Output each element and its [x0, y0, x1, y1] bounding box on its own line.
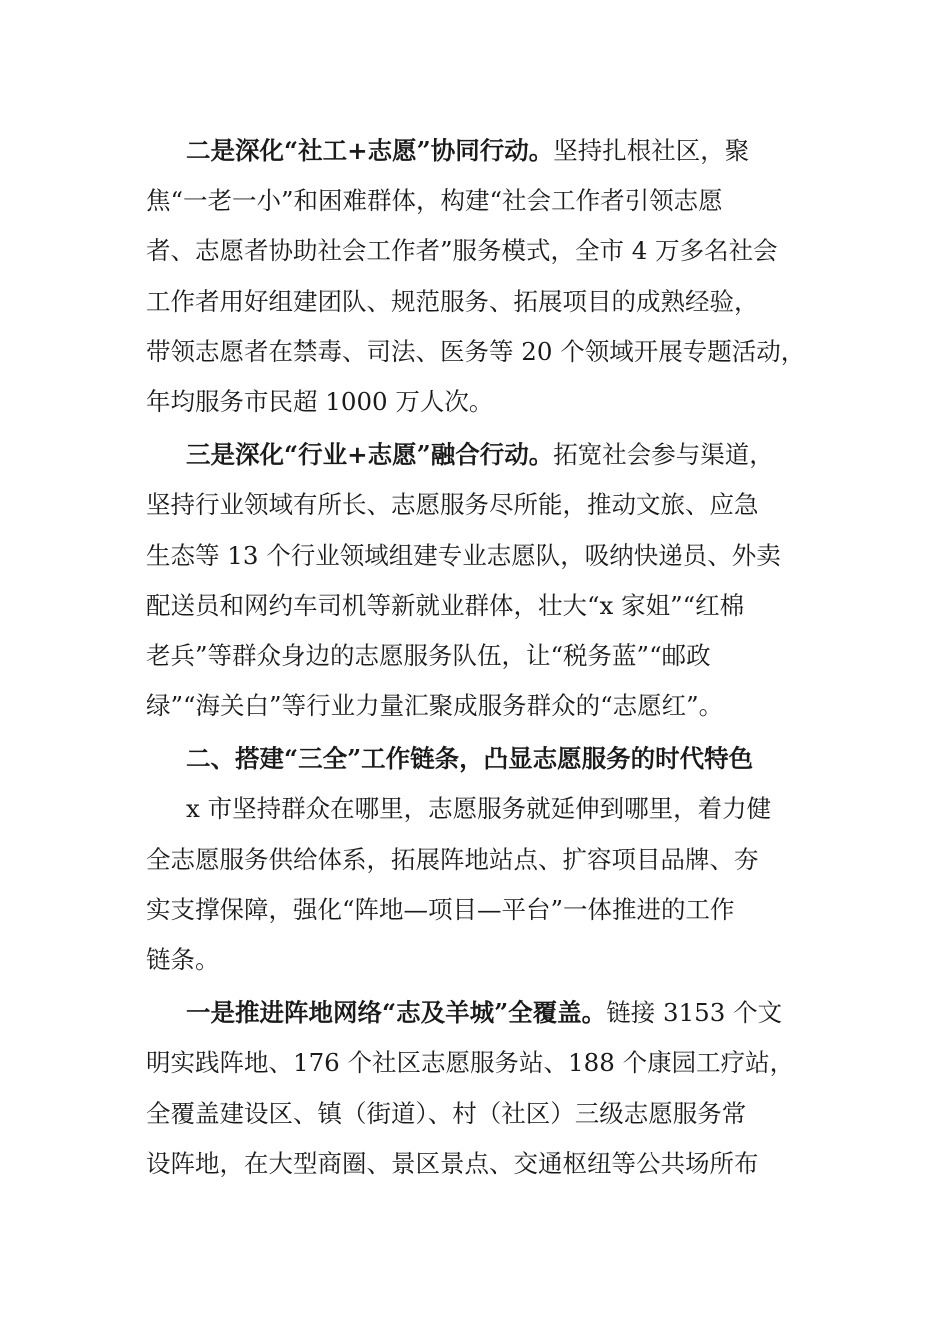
text-line: 工作者用好组建团队、规范服务、拓展项目的成熟经验， [146, 286, 759, 316]
paragraph-industry-volunteer [146, 430, 826, 731]
text-line: 生态等 13 个行业领域组建专业志愿队，吸纳快递员、外卖 [146, 540, 781, 570]
text-line: 设阵地，在大型商圈、景区景点、交通枢纽等公共场所布 [146, 1148, 759, 1178]
paragraph-city-overview [146, 784, 826, 985]
text-line: 老兵”等群众身边的志愿服务队伍，让“税务蓝”“邮政 [146, 640, 711, 670]
paragraph-lead: 三是深化“行业+志愿”融合行动。 [186, 440, 554, 470]
text-line: 全覆盖建设区、镇（街道）、村（社区）三级志愿服务常 [146, 1098, 747, 1128]
text-line: 带领志愿者在禁毒、司法、医务等 20 个领域开展专题活动， [146, 336, 806, 366]
paragraph-social-work-volunteer [146, 126, 826, 427]
paragraph-network-coverage [146, 988, 826, 1189]
paragraph-lead: 二是深化“社工+志愿”协同行动。 [186, 136, 554, 165]
paragraph-lead: 一是推进阵地网络“志及羊城”全覆盖。 [186, 998, 607, 1028]
text-line: 二是深化“社工+志愿”协同行动。坚持扎根社区，聚 [186, 136, 750, 165]
text-line: 明实践阵地、176 个社区志愿服务站、188 个康园工疗站， [146, 1048, 795, 1078]
text-line: 三是深化“行业+志愿”融合行动。拓宽社会参与渠道， [186, 440, 774, 470]
text-line: 实支撑保障，强化“阵地—项目—平台”一体推进的工作 [146, 894, 735, 924]
text-line: 绿”“海关白”等行业力量汇聚成服务群众的“志愿红”。 [146, 691, 724, 721]
text-line: x 市坚持群众在哪里，志愿服务就延伸到哪里，着力健 [186, 794, 772, 824]
text-line: 焦“一老一小”和困难群体，构建“社会工作者引领志愿 [146, 186, 723, 216]
text-line: 全志愿服务供给体系，拓展阵地站点、扩容项目品牌、夯 [146, 844, 759, 874]
text-line: 链条。 [146, 945, 220, 974]
text-line: 年均服务市民超 1000 万人次。 [146, 386, 494, 416]
text-line: 者、志愿者协助社会工作者”服务模式，全市 4 万多名社会 [146, 236, 778, 266]
text-line: 一是推进阵地网络“志及羊城”全覆盖。链接 3153 个文 [186, 998, 783, 1028]
section-heading [146, 734, 826, 784]
text-line: 坚持行业领域有所长、志愿服务尽所能，推动文旅、应急 [146, 490, 759, 520]
section-heading-text: 二、搭建“三全”工作链条，凸显志愿服务的时代特色 [186, 744, 754, 774]
text-line: 配送员和网约车司机等新就业群体，壮大“x 家姐”“红棉 [146, 590, 745, 620]
document-body [146, 126, 826, 1189]
